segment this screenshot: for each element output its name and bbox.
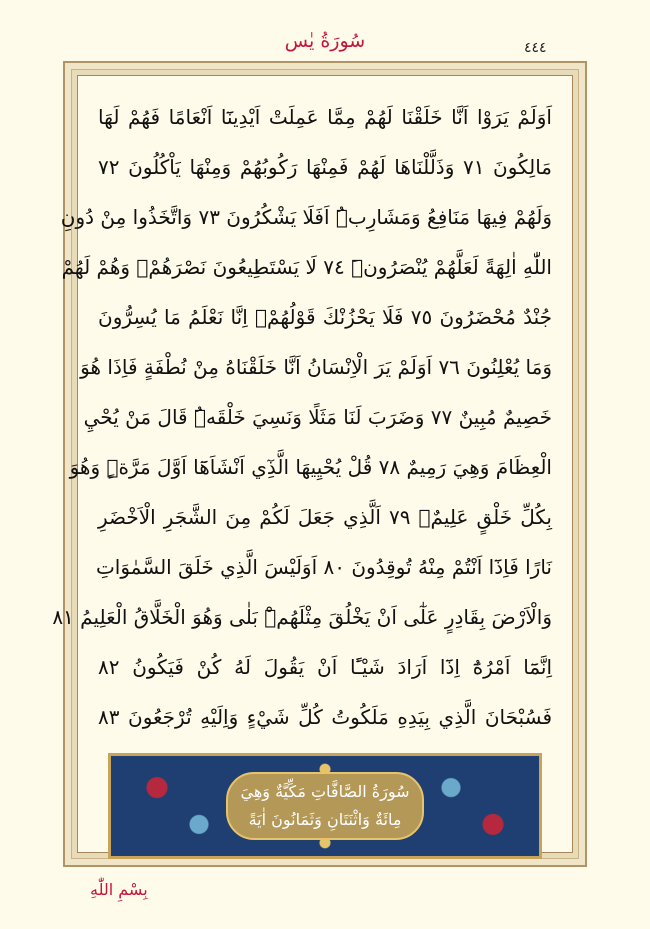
surah-title: سُورَةُ يٰس [284, 30, 366, 52]
verse-line: نَارًا فَاِذَٓا اَنْتُمْ مِنْهُ تُوقِدُونَ ٨٠ اَوَلَيْسَ الَّذِي خَلَقَ السَّمٰوَاتِ [95, 555, 552, 579]
verse-line: بِكُلِّ خَلْقٍ عَلِيمٌۙ ٧٩ اَلَّذِي جَعَلَ لَكُمْ مِنَ الشَّجَرِ الْاَخْضَرِ [98, 505, 552, 529]
verse-line: اللّٰهِ اٰلِهَةً لَعَلَّهُمْ يُنْصَرُونَۜ ٧٤ لَا يَسْتَطِيعُونَ نَصْرَهُمْۙ وَهُمْ لَهُمْ [61, 255, 552, 279]
verse-line: وَلَهُمْ فِيهَا مَنَافِعُ وَمَشَارِبُۜ اَفَلَا يَشْكُرُونَ ٧٣ وَاتَّخَذُوا مِنْ دُونِ [60, 205, 552, 229]
verse-line: مَالِكُونَ ٧١ وَذَلَّلْنَاهَا لَهُمْ فَمِنْهَا رَكُوبُهُمْ وَمِنْهَا يَاْكُلُونَ ٧٢ [98, 155, 552, 179]
page-header [0, 0, 650, 60]
frame-border [52, 69, 579, 859]
verse-line: فَسُبْحَانَ الَّذِي بِيَدِهِ مَلَكُوتُ كُلِّ شَيْءٍ وَاِلَيْهِ تُرْجَعُونَ ٨٣ [98, 705, 552, 729]
verse-text-block [52, 92, 553, 742]
verse-line: خَصِيمٌ مُبِينٌ ٧٧ وَضَرَبَ لَنَا مَثَلًا وَنَسِيَ خَلْقَهُۜ قَالَ مَنْ يُحْيِ [83, 405, 552, 429]
banner-cartouche [226, 772, 424, 840]
verse-line: وَالْاَرْضَ بِقَادِرٍ عَلٰٓى اَنْ يَخْلُقَ مِثْلَهُمْۜ بَلٰى وَهُوَ الْخَلَّاقُ الْعَلِيمُ ٨١ [52, 605, 552, 629]
banner-line-2: مِائَةٌ وَاثْنَتَانِ وَثَمَانُونَ اٰيَةً [248, 810, 402, 829]
verse-line: جُنْدٌ مُحْضَرُونَ ٧٥ فَلَا يَحْزُنْكَ قَوْلُهُمْۢ اِنَّا نَعْلَمُ مَا يُسِرُّونَ [98, 305, 553, 329]
page-number: ٤٤٤ [524, 40, 547, 56]
verse-line: اِنَّمَٓا اَمْرُهُٓ اِذَٓا اَرَادَ شَيْـًٔا اَنْ يَقُولَ لَهُ كُنْ فَيَكُونُ ٨٢ [98, 655, 552, 679]
verse-line: الْعِظَامَ وَهِيَ رَمِيمٌ ٧٨ قُلْ يُحْيِيهَا الَّذِٓي اَنْشَاَهَٓا اَوَّلَ مَرَّةٍۜ وَهُوَ [69, 455, 552, 479]
verse-line: اَوَلَمْ يَرَوْا اَنَّا خَلَقْنَا لَهُمْ مِمَّا عَمِلَتْ اَيْدِينَٓا اَنْعَامًا فَهُمْ لَهَا [98, 105, 552, 129]
basmala-catchword: بِسْمِ اللّٰهِ [90, 880, 148, 899]
page-frame [52, 61, 587, 867]
banner-line-1: سُورَةُ الصَّافَّاتِ مَكِّيَّةٌ وَهِيَ [240, 782, 410, 801]
verse-line: وَمَا يُعْلِنُونَ ٧٦ اَوَلَمْ يَرَ الْاِنْسَانُ اَنَّا خَلَقْنَاهُ مِنْ نُطْفَةٍ فَاِذَا هُوَ [80, 355, 552, 379]
text-panel [52, 75, 573, 853]
surah-banner [108, 753, 542, 859]
